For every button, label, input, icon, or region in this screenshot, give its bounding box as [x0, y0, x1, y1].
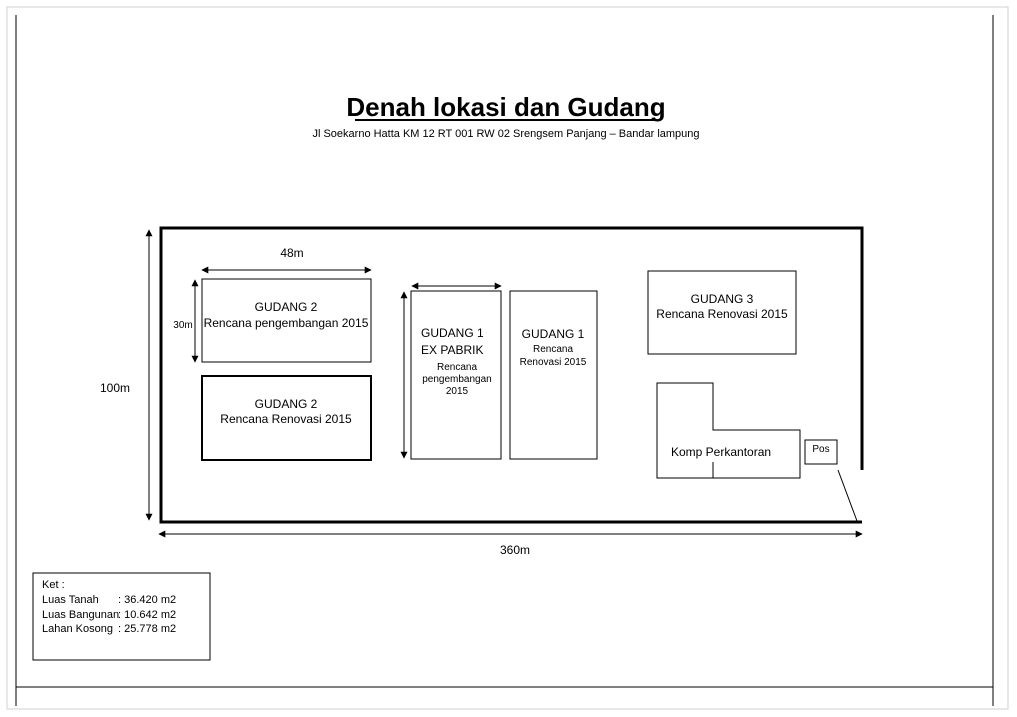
guard-post-name: Pos: [812, 444, 830, 455]
gudang1-expabrik-plan-line1: Rencana: [436, 362, 478, 373]
gudang1-renovation-plan-line2: Renovasi 2015: [519, 357, 587, 368]
gudang3-building: [648, 271, 796, 354]
legend-box: [33, 573, 210, 660]
guard-post-building: [805, 440, 837, 464]
legend-row-value: : 36.420 m2: [118, 594, 177, 606]
page-title: Denah lokasi dan Gudang: [346, 92, 666, 122]
gudang1-expabrik-sub: EX PABRIK: [421, 343, 484, 357]
gudang2-development-building: [202, 279, 371, 362]
width-dimension-label: 360m: [499, 543, 531, 557]
gudang1-expabrik-plan-line3: 2015: [445, 386, 469, 397]
gudang1-expabrik-name: GUDANG 1: [421, 326, 484, 340]
gudang2-renovation-name: GUDANG 2: [254, 397, 318, 411]
height-dimension-label: 100m: [99, 381, 131, 395]
address-subtitle: Jl Soekarno Hatta KM 12 RT 001 RW 02 Srengsem Panjang – Bandar lampung: [312, 128, 700, 140]
gudang2-renovation-building: [202, 376, 371, 460]
gudang3-name: GUDANG 3: [690, 292, 754, 306]
legend-row-value: : 10.642 m2: [118, 609, 177, 621]
gudang2-width-label: 48m: [280, 246, 304, 260]
legend-title: Ket :: [42, 579, 65, 591]
gudang1-renovation-building: [510, 291, 597, 459]
gudang2-development-plan: Rencana pengembangan 2015: [203, 316, 369, 330]
office-complex-name: Komp Perkantoran: [671, 445, 772, 459]
gudang3-plan: Rencana Renovasi 2015: [656, 307, 788, 321]
legend-row-label: Lahan Kosong: [42, 623, 113, 635]
legend-row-value: : 25.778 m2: [118, 623, 177, 635]
gudang2-development-name: GUDANG 2: [254, 300, 318, 314]
gudang1-expabrik-plan-line2: pengembangan: [422, 374, 492, 385]
gudang1-expabrik-building: [411, 291, 501, 459]
legend-row-label: Luas Bangunan: [42, 609, 120, 621]
legend-row-label: Luas Tanah: [42, 594, 99, 606]
gudang2-height-label: 30m: [173, 320, 193, 331]
gudang2-renovation-plan: Rencana Renovasi 2015: [220, 412, 352, 426]
gudang1-renovation-name: GUDANG 1: [521, 327, 585, 341]
gudang1-renovation-plan-line1: Rencana: [532, 344, 574, 355]
